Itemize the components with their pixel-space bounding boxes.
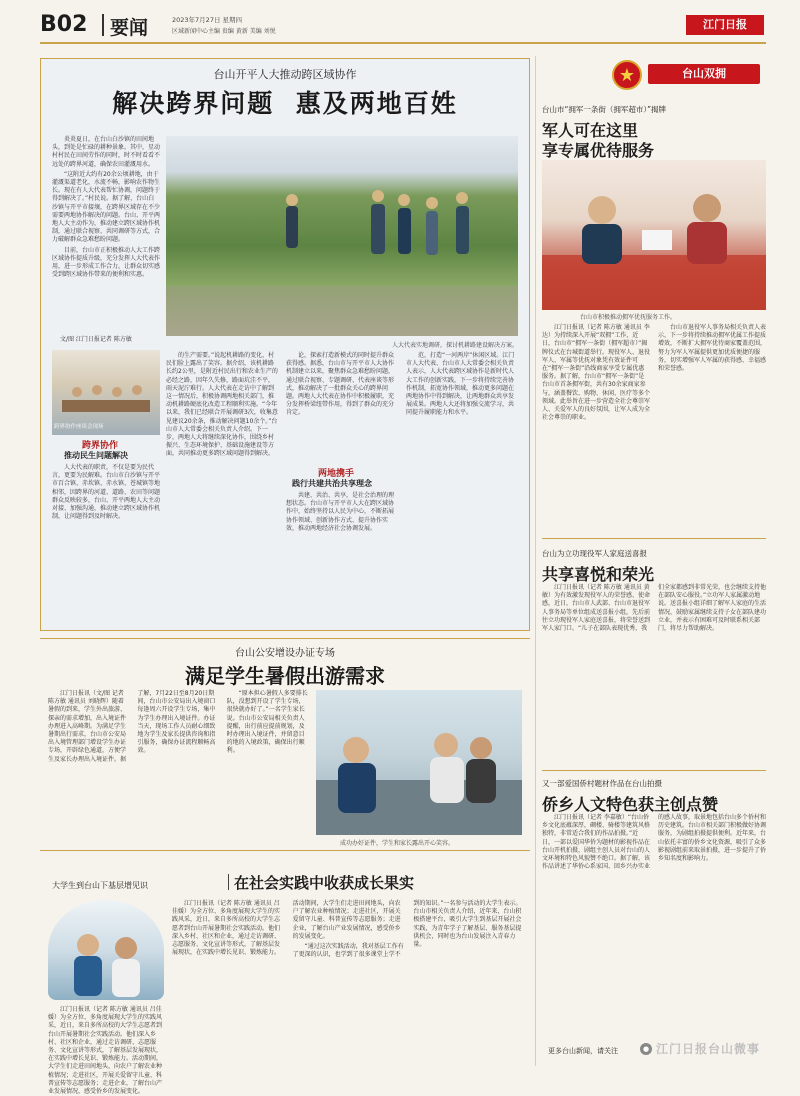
story1-sub1: 跨界协作 <box>82 441 119 451</box>
story2-photo <box>316 690 522 835</box>
star-emblem-icon: ★ <box>612 60 642 90</box>
story3-title-divider <box>228 874 229 890</box>
story2-body-cols <box>48 690 308 840</box>
story1-body1: “这附近大约有20余公顷耕地，由于灌溉渠道老化，水流不畅，影响农作物生长。现在有人大代表帮忙协调，问题终于得到解决了。”村民说。据了解，台山白沙镇与开平市接壤，在跨界区域存在不少需要两地协作解决的问题。台山、开平两地人大主动作为，推动建立跨区域协作机制，通过联合视察、共同调研等方式，合力破解群众急难愁盼问题。 <box>52 170 161 244</box>
story2-kicker: 台山公安增设办证专场 <box>235 648 335 659</box>
right1-photo-caption: 台山市积极推动拥军优抚服务工作。 <box>580 314 677 321</box>
story1-sub2: 两地携手 <box>318 469 355 479</box>
story1-col4 <box>406 352 518 624</box>
right1-photo <box>542 160 766 310</box>
right1-body2: 台山市退役军人事务局相关负责人表示，下一步将持续推动拥军优属工作提质增效，不断扩大拥军优待商家覆盖范围，努力为军人军属提供更加优质便捷的服务，切实增强军人军属的获得感、幸福感和荣誉感。 <box>658 324 767 373</box>
story1-sub2b: 践行共建共治共享理念 <box>292 479 372 488</box>
story1-byline: 文/图 江门日报记者 陈方敏 <box>60 336 132 343</box>
shuangyong-logo <box>608 56 766 94</box>
story3-photo <box>48 900 164 1000</box>
story3-headline: 在社会实践中收获成长果实 <box>234 874 415 892</box>
masthead-rule <box>40 42 766 44</box>
story1-col3b-paragraph: 共建、共治、共享，是社会治理的理想状态。台山市与开平市人大在跨区域协作中，始终坚持以人民为中心，不断拓展协作领域、创新协作方式、提升协作实效，推动两地经济社会协调发展。 <box>286 492 395 532</box>
story1-col3b <box>286 492 398 624</box>
story3-top-rule <box>40 850 530 851</box>
right3-body: 江门日报讯（记者 李嘉敏）“台山侨乡文化底蕴深厚，碉楼、骑楼等建筑风格独特，非常适合我们的作品拍摄。”近日，一部以爱国华侨为题材的影视作品在台山开机拍摄，剧组主创人员对台山的人文环境和特色风貌赞不绝口。据了解，该作品讲述了华侨心系家国、回乡兴办实业的感人故事，取景地包括台山多个侨村和历史建筑。台山市相关部门积极做好协调服务，为剧组拍摄提供便利。近年来，台山依托丰富的侨乡文化资源，吸引了众多影视剧组前来取景拍摄，进一步提升了侨乡知名度和影响力。 <box>542 814 767 871</box>
story2-photo-caption: 成功办好证件，学生和家长露出开心笑容。 <box>340 840 455 847</box>
story3-body2: “通过这次实践活动，我对基层工作有了更深的认识，也学到了很多课堂上学不到的知识。”一名参与活动的大学生表示。台山市相关负责人介绍，近年来，台山积极搭建平台，吸引大学生到基层开展社会实践，为青年学子了解基层、服务基层提供机会，同时也为台山发展注入青春力量。 <box>292 900 522 959</box>
story2-top-rule <box>40 638 530 639</box>
page-code: B02 <box>40 12 88 37</box>
right3-headline: 侨乡人文特色获主创点赞 <box>542 795 719 814</box>
right1-body: 江门日报讯（记者 陈方敏 通讯员 李达）为持续深入开展“双拥”工作，近日，台山市“拥军一条街（拥军超市）”揭牌仪式在台城街道举行。现役军人、退役军人、军属等优抚对象凭有效证件可在“拥军一条街”沿线商家享受专属优惠服务。据了解，台山市“拥军一条街”是台山市首条拥军街，共有30余家商家参与，涵盖餐饮、购物、休闲、医疗等多个领域。此举旨在进一步营造全社会尊崇军人、关爱军人的良好氛围，让军人成为全社会尊崇的职业。 <box>542 324 651 422</box>
office-scene <box>316 690 522 835</box>
story1-main-photo <box>166 136 518 336</box>
story1-lead: 炎炎夏日，在台山白沙镇的田间地头，到处是忙碌的耕种景象。其中，星动村村民在田间劳作的同时，时不时看看不远处的跨界河道，确保农田灌溉用水。 <box>52 136 161 168</box>
story1-sub1b: 推动民生问题解决 <box>64 451 128 460</box>
story1-col2-paragraph: 的生产需要。”说起机耕路的变化，村民们脸上露出了笑容。据介绍，该机耕路长约2公里，是附近村民出行和农业生产的必经之路，因年久失修，路面坑洼不平，雨天泥泞难行。人大代表在走访中了解到这一情况后，积极协调两地相关部门，推动机耕路硬底化改造工程顺利实施。“今年以来，我们已经联合开展调研3次，收集意见建议20余条，推动解决问题10余个。”台山市人大常委会相关负责人介绍。下一步，两地人大将继续深化协作，围绕乡村振兴、生态环境保护、基础设施建设等方面，共同推动更多跨区域问题得到解决。 <box>166 352 278 458</box>
right1-headline-line2: 享专属优待服务 <box>542 141 655 160</box>
story1-small-photo <box>52 350 160 435</box>
right1-headline-line1: 军人可在这里 <box>542 121 639 140</box>
story2-body: 江门日报讯（文/图 记者 陈方敏 通讯员 刘晓辉）随着暑假的到来，学生外出旅游、探亲的需求增加，出入境证件办理进入高峰期。为满足学生暑期出行需求，台山市公安局出入境管理部门增设学生办证专场，开辟绿色通道，方便学生及家长办理出入境证件。据了解，7月22日至8月20日期间，台山市公安局出入境窗口每逢周六开设学生专场，集中为学生办理出入境证件。办证当天，现场工作人员耐心细致地为学生及家长提供咨询和指引服务，确保办证流程顺畅高效。 <box>48 690 216 763</box>
story1-sub1-text <box>52 464 160 624</box>
more-news-line: 更多台山新闻，请关注 <box>548 1047 618 1055</box>
wechat-icon: ● <box>640 1043 652 1055</box>
story1-body2: 目前，台山市正积极推动人大工作跨区域协作提质升级，充分发挥人大代表作用，进一步形成工作合力，让群众切实感受到跨区域协作带来的便利和实惠。 <box>52 246 161 279</box>
right3-body-col <box>542 814 766 1012</box>
story1-col2 <box>166 352 278 624</box>
small-photo-caption: 跨界协作座谈会现场 <box>54 424 104 430</box>
masthead <box>0 0 800 44</box>
story1-headline: 解决跨界问题 惠及两地百姓 <box>112 89 458 118</box>
right-divider-2 <box>542 770 766 771</box>
story1-col3-paragraph: 论，探索打造新模式的同时提升群众获得感。据悉，台山市与开平市人大协作机制建立以来，聚焦群众急难愁盼问题，通过联合视察、专题调研、代表座谈等形式，推动解决了一批群众关心的跨界问题。两地人大代表在协作中积极履职，充分发挥桥梁纽带作用，得到了群众的充分肯定。 <box>286 352 395 417</box>
story1-photo-caption: 人大代表实地调研，探讨机耕路建设解决方案。 <box>391 342 518 349</box>
story1-col3 <box>286 352 398 462</box>
right1-kicker: 台山市“拥军一条街（拥军超市）”揭牌 <box>542 105 667 114</box>
right1-body-col2 <box>658 324 766 534</box>
field-scene <box>166 136 518 336</box>
masthead-divider <box>102 14 104 36</box>
right1-body-col1 <box>542 324 650 534</box>
story1-lead-col <box>52 136 160 331</box>
watermark: 江门日报台山微事 <box>656 1042 761 1056</box>
service-scene <box>542 160 766 310</box>
story3-kicker: 大学生到台山下基层增见识 <box>52 881 148 890</box>
logo-text: 台山双拥 <box>648 64 760 84</box>
right2-kicker: 台山为立功现役军人家庭送喜报 <box>542 549 647 558</box>
story1-col4-paragraph: 范，打造“一河两岸”休闲区域。江门市人大代表、台山市人大常委会相关负责人表示，人大代表跨区域协作是新时代人大工作的创新实践，下一步将持续完善协作机制，拓宽协作领域，推动更多问题在两地协作中得到解决，让两地群众共享发展成果。两地人大还将加强交流学习，共同提升履职能力和水平。 <box>406 352 515 417</box>
paper-logo: 江门日报 <box>686 15 764 35</box>
story2-body2: “原本担心暑假人多要排长队，没想到开设了学生专场，很快就办好了。”一名学生家长说。台山市公安局相关负责人提醒，出行前应提前规划，及时办理出入境证件，并留意目的地的入境政策，确保出行顺利。 <box>226 690 308 755</box>
section-name: 要闻 <box>110 17 149 39</box>
editor-line: 区域新闻中心主编 贵编 黄新 美编 刘悦 <box>172 28 276 35</box>
story3-intro <box>48 1006 164 1096</box>
right2-body-col <box>542 584 766 764</box>
left-column-separator <box>535 56 536 1066</box>
story3-body-cols <box>172 900 526 1066</box>
right2-body: 江门日报讯（记者 陈方敏 通讯员 黄敏）为有效激发现役军人的荣誉感、使命感，近日，台山市人武部、台山市退役军人事务局等单位组成送喜报小组，先后前往立功现役军人家庭送喜报，将荣誉送到军人家门口。“儿子在部队表现优秀，我们全家都感到非常光荣，也会继续支持他在部队安心服役。”立功军人家属激动地说。送喜报小组详细了解军人家庭的生活情况，鼓励家属继续支持子女在部队建功立业，并表示有困难可及时联系相关部门，将尽力帮助解决。 <box>542 584 767 633</box>
story2-headline: 满足学生暑假出游需求 <box>185 664 385 688</box>
story1-kicker: 台山开平人大推动跨区域协作 <box>213 68 357 81</box>
story3-intro-paragraph: 江门日报讯（记者 陈方敏 通讯员 吕佳媛）为全方位、多角度展现大学生的实践风采，近日，来自多所高校的大学生志愿者到台山开展暑期社会实践活动。他们深入乡村、社区和企业，通过走访调研、志愿服务、文化宣讲等形式，了解基层发展现状，在实践中增长见识、锻炼能力。活动期间，大学生们走进田间地头，向农户了解农业种植情况；走进社区，开展关爱留守儿童、科普宣传等志愿服务；走进企业，了解台山产业发展情况，感受侨乡的发展变化。 <box>48 1006 163 1096</box>
story1-sub1-paragraph: 人大代表的职责，不仅是要为民代言，更要为民解难。台山市白沙镇与开平市百合镇、赤坎镇、赤水镇、苍城镇等地相邻，因跨界的河道、道路、农田等问题群众反映较多，台山、开平两地人大主动对接、加强沟通，推动建立跨区域协作机制，让问题得到及时解决。 <box>52 464 161 521</box>
students-scene <box>48 900 164 1000</box>
date-line: 2023年7月27日 星期四 <box>172 16 243 24</box>
right2-headline: 共享喜悦和荣光 <box>542 565 655 584</box>
right3-kicker: 又一部爱国侨村题材作品在台山拍摄 <box>542 779 662 788</box>
story3-body: 江门日报讯（记者 陈方敏 通讯员 吕佳媛）为全方位、多角度展现大学生的实践风采，近日，来自多所高校的大学生志愿者到台山开展暑期社会实践活动。他们深入乡村、社区和企业，通过走访调研、志愿服务、文化宣讲等形式，了解基层发展现状，在实践中增长见识、锻炼能力。活动期间，大学生们走进田间地头，向农户了解农业种植情况；走进社区，开展关爱留守儿童、科普宣传等志愿服务；走进企业，了解台山产业发展情况，感受侨乡的发展变化。 <box>172 900 401 957</box>
right-divider-1 <box>542 538 766 539</box>
